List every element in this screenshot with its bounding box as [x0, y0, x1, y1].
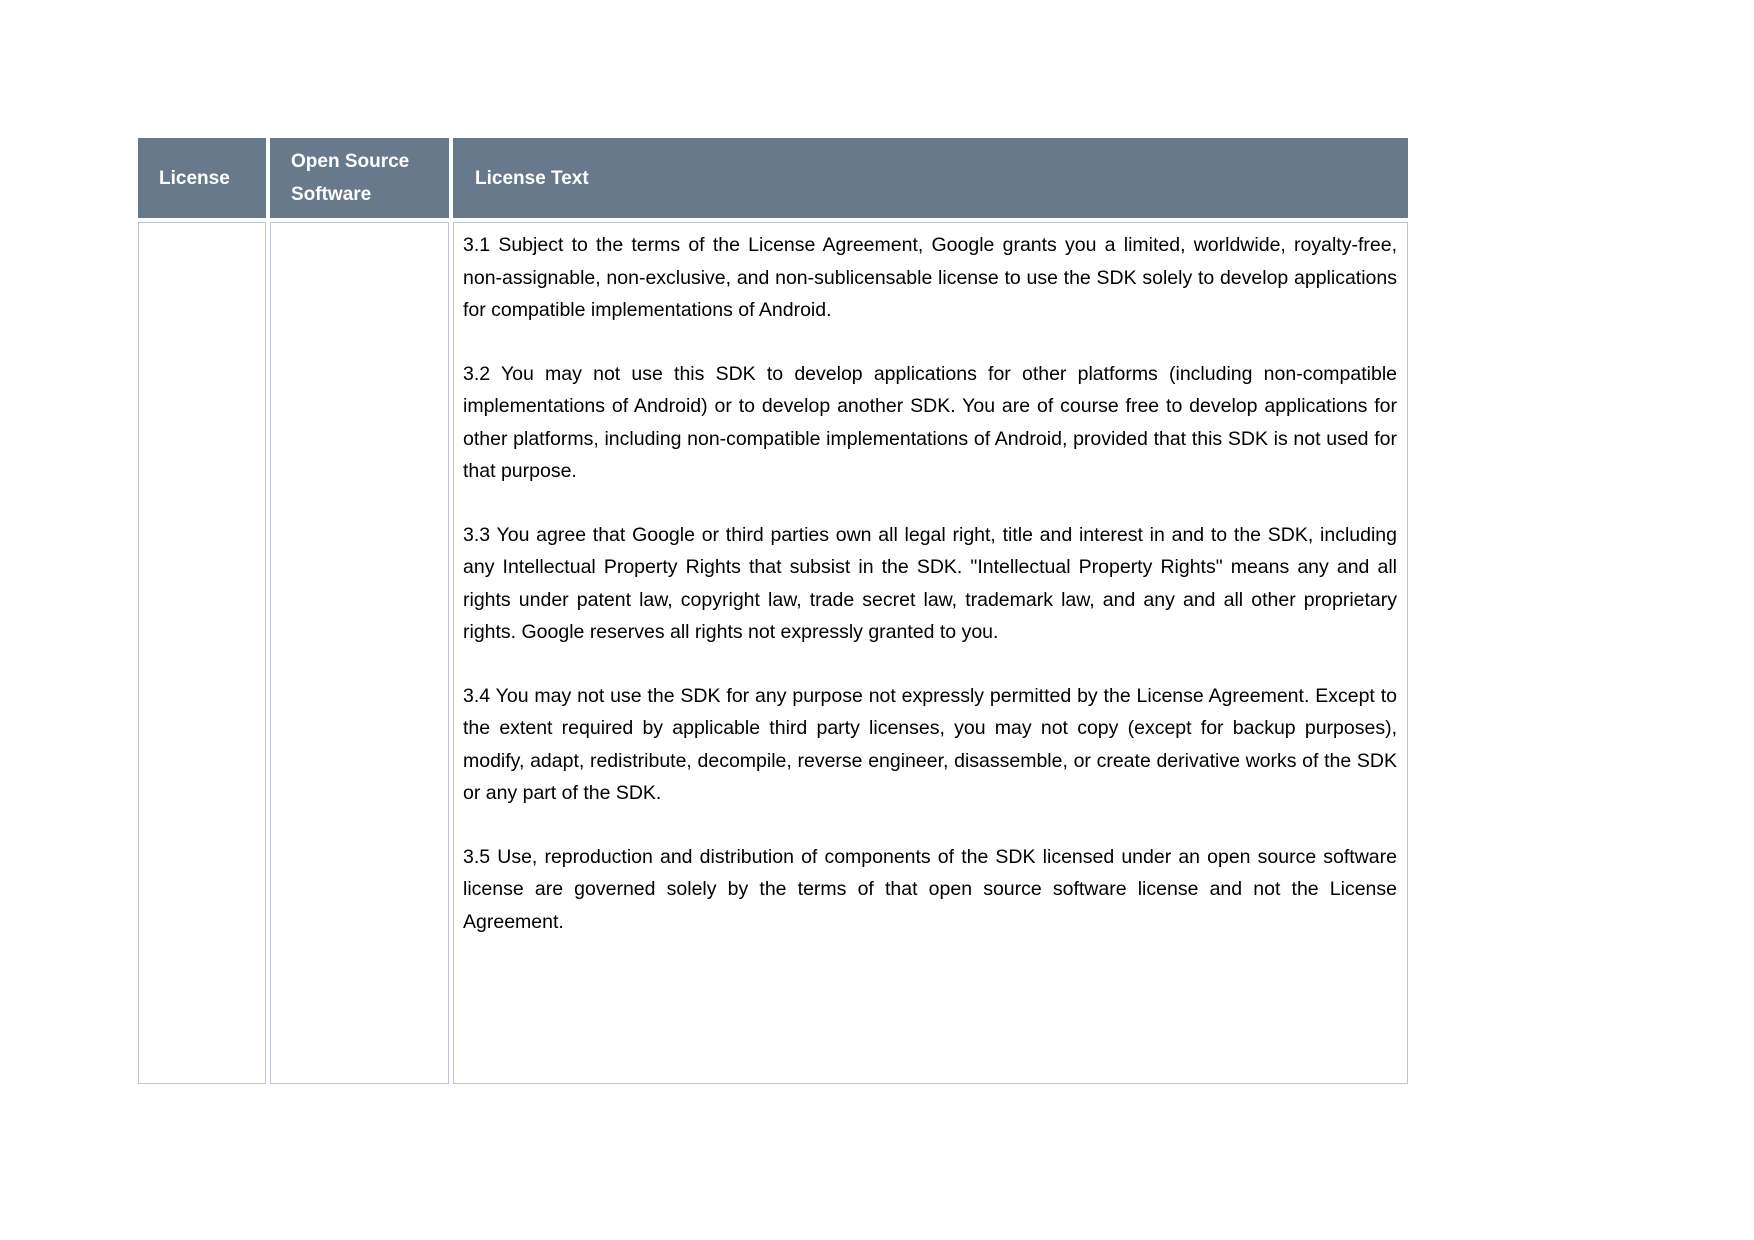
- license-text-paragraph: 3.2 You may not use this SDK to develop applications for other platforms (including non-compatible implementations of Android) or to develop another SDK. You are of course free to develop applications for other platforms, including non-compatible implementations of Android, provided that this SDK is not used for that purpose.: [463, 362, 1397, 482]
- license-table: [134, 134, 1412, 1088]
- header-license: License: [138, 138, 266, 218]
- cell-license: [138, 222, 266, 1084]
- license-text-paragraph: 3.5 Use, reproduction and distribution of components of the SDK licensed under an open source software license are governed solely by the terms of that open source software license and not the License Agreement.: [463, 845, 1397, 933]
- license-text-paragraph: 3.4 You may not use the SDK for any purpose not expressly permitted by the License Agreement. Except to the extent required by applicable third party licenses, you may not copy (except for backup purposes), modify, adapt, redistribute, decompile, reverse engineer, disassemble, or create derivative works of the SDK or any part of the SDK.: [463, 684, 1397, 804]
- header-open-source-software: Open Source Software: [270, 138, 449, 218]
- table-row: [138, 222, 1408, 1084]
- license-text-paragraph: 3.1 Subject to the terms of the License Agreement, Google grants you a limited, worldwide, royalty-free, non-assignable, non-exclusive, and non-sublicensable license to use the SDK solely to develop applications for compatible implementations of Android.: [463, 234, 1397, 321]
- license-text-paragraph: 3.3 You agree that Google or third parties own all legal right, title and interest in and to the SDK, including any Intellectual Property Rights that subsist in the SDK. "Intellectual Property Rights" means any and all rights under patent law, copyright law, trade secret law, trademark law, and any and all other proprietary rights. Google reserves all rights not expressly granted to you.: [463, 523, 1397, 643]
- cell-license-text: [453, 222, 1408, 1084]
- header-license-text: License Text: [453, 138, 1408, 218]
- cell-open-source-software: [270, 222, 449, 1084]
- header-row: [138, 138, 1408, 218]
